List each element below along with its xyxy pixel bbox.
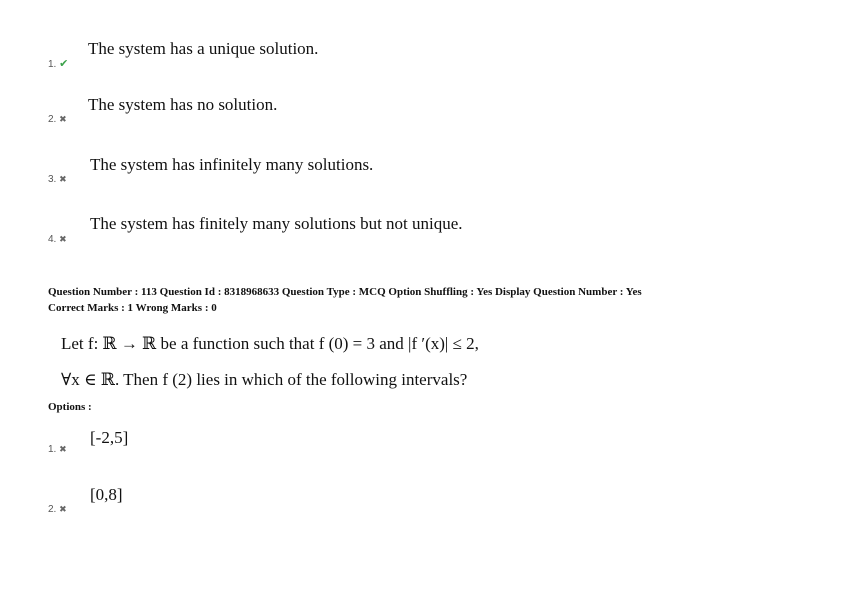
question-meta: Question Number : 113 Question Id : 8318968633 Question Type : MCQ Option Shuffling : Yes Display Question Number : Yes (48, 286, 642, 298)
question-text-line-1: Let f: ℝ → ℝ be a function such that f (0) = 3 and |f ′(x)| ≤ 2, (61, 334, 479, 353)
option-number: 1. (48, 59, 57, 70)
check-icon: ✔ (59, 58, 69, 70)
option-text: The system has finitely many solutions but not unique. (90, 214, 463, 233)
option-text: The system has a unique solution. (88, 39, 319, 58)
option-text: The system has no solution. (88, 95, 278, 114)
option-number: 4. (48, 234, 57, 245)
cross-icon: ✖ (59, 234, 67, 244)
option-text: [-2,5] (90, 428, 129, 447)
option-text: The system has infinitely many solutions. (90, 155, 374, 174)
option-number: 2. (48, 504, 57, 515)
cross-icon: ✖ (59, 444, 67, 454)
option-number: 2. (48, 114, 57, 125)
marks-meta: Correct Marks : 1 Wrong Marks : 0 (48, 302, 217, 314)
option-number: 3. (48, 174, 57, 185)
question-text-line-2: ∀x ∈ ℝ. Then f (2) lies in which of the following intervals? (61, 370, 468, 389)
cross-icon: ✖ (59, 504, 67, 514)
option-number: 1. (48, 444, 57, 455)
cross-icon: ✖ (59, 174, 67, 184)
option-text: [0,8] (90, 485, 123, 504)
cross-icon: ✖ (59, 114, 67, 124)
options-label: Options : (48, 401, 92, 413)
